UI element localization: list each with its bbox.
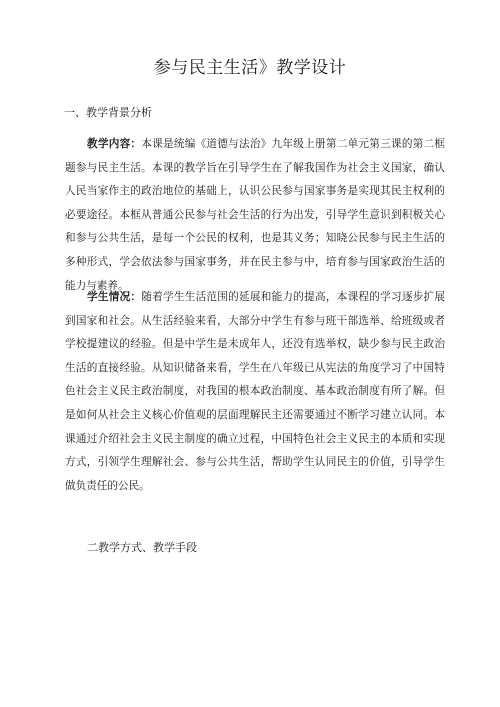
paragraph-teaching-content	[65, 133, 445, 298]
teaching-content-label: 教学内容：	[87, 138, 142, 150]
student-situation-label: 学生情况：	[87, 291, 142, 303]
section-heading-methods: 二教学方式、教学手段	[87, 541, 197, 554]
paragraph-student-situation	[65, 286, 445, 498]
document-title: 参与民主生活》教学设计	[153, 58, 347, 78]
teaching-content-text: 本课是统编《道德与法治》九年级上册第二单元第三课的第二框题参与民主生活。本课的教学旨在引导学生在了解我国作为社会主义国家，确认人民当家作主的政治地位的基础上，认识公民参与国家事务是实现其民主权利的必要途径。本框从普通公民参与社会生活的行为出发，引导学生意识到积极关心和参与公共生活，是每一个公民的权利，也是其义务；知晓公民参与民主生活的多种形式，学会依法参与国家事务，并在民主参与中，培育参与国家政治生活的能力与素养。	[65, 138, 446, 292]
section-heading-background: 一、教学背景分析	[64, 106, 152, 119]
student-situation-text: 随着学生生活范围的延展和能力的提高，本课程的学习逐步扩展到国家和社会。从生活经验来看，大部分中学生有参与班干部选举、给班级或者学校提建议的经验。但是中学生是未成年人，还没有选举权，缺少参与民主政治生活的直接经验。从知识储备来看，学生在八年级已从宪法的角度学习了中国特色社会主义民主政治制度，对我国的根本政治制度、基本政治制度有所了解。但是如何从社会主义核心价值观的层面理解民主还需要通过不断学习建立认同。本课通过介绍社会主义民主制度的确立过程，中国特色社会主义民主的本质和实现方式，引领学生理解社会、参与公共生活，帮助学生认同民主的价值，引导学生做负责任的公民。	[65, 291, 446, 492]
